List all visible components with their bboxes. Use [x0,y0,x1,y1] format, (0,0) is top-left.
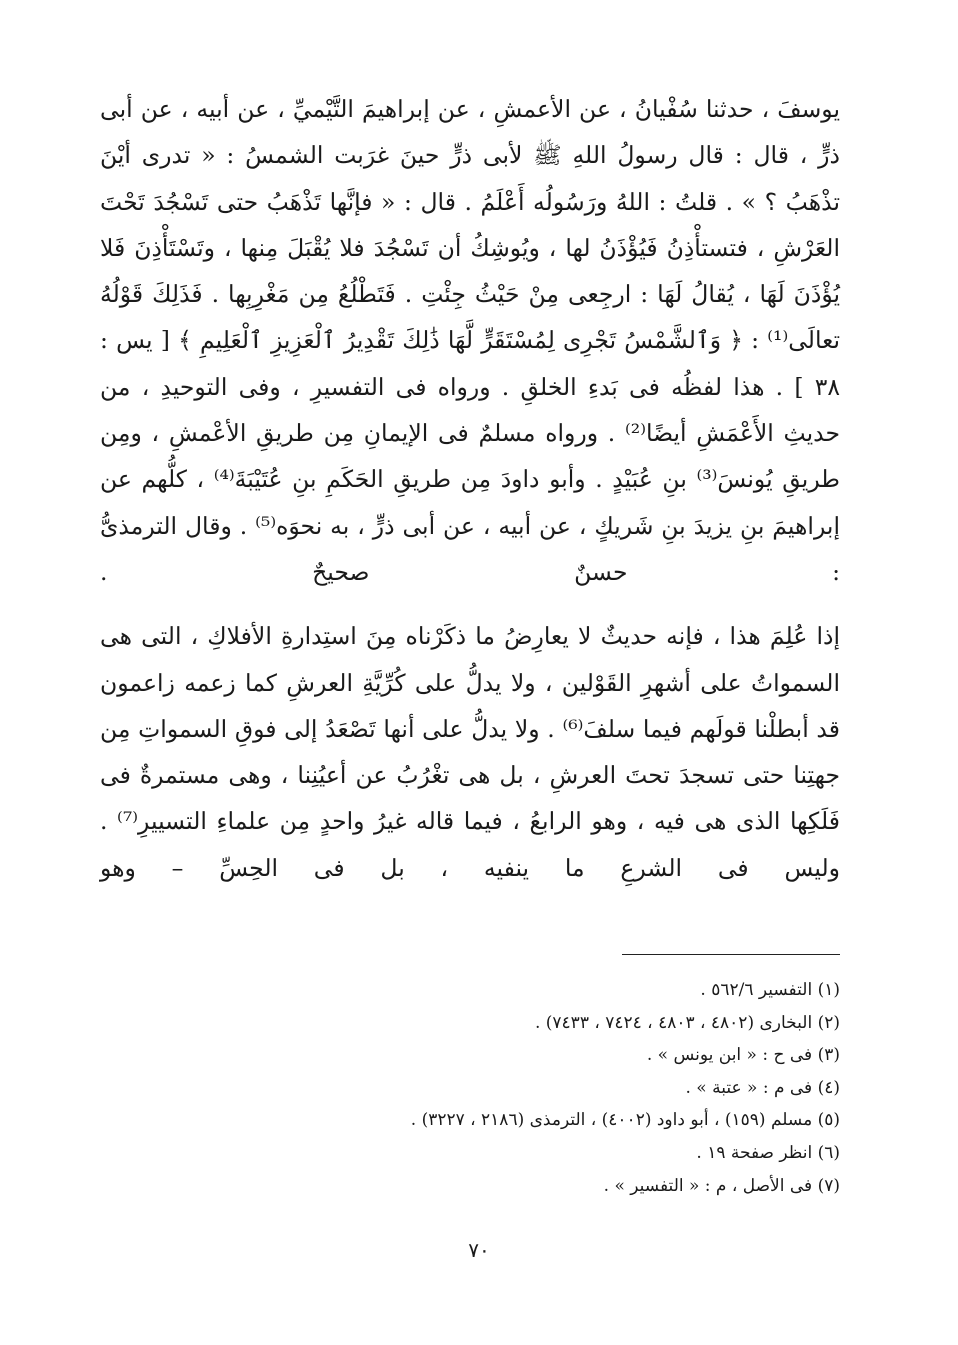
footnote-6: (٦) انظر صفحة ١٩ . [696,1142,840,1163]
page-content [100,86,840,891]
footnotes [100,974,840,1202]
paragraph-1: يوسفَ ، حدثنا سُفْيانُ ، عن الأعمشِ ، عن إبراهيمَ التَّيْميِّ ، عن أبيه ، عن أبى ذرٍّ ، قال : قال رسولُ اللهِ ﷺ لأبى ذرٍّ حينَ غرَبت الشمسُ : « تدرى أيْنَ تذْهَبُ ؟ » . قلتُ : اللهُ ورَسُولُه أَعْلَمُ . قال : « فإنَّها تَذْهَبُ حتى تَسْجُدَ تَحْتَ العَرْشِ ، فتستأْذِنُ فَيُؤْذَنُ لها ، ويُوشِكُ أن تَسْجُدَ فلا يُقْبَلَ مِنها ، وتَسْتَأْذِنَ فَلا يُؤْذَنَ لَهَا ، يُقالُ لَهَا : ارجِعى مِنْ حَيْثُ جِئْتِ . فَتَطْلُعُ مِن مَغْرِبِها . فَذَلِكَ قَوْلُهُ تعالَى⁽¹⁾ : ﴿ وَٱلشَّمْسُ تَجْرِى لِمُسْتَقَرٍّ لَّهَا ذَٰلِكَ تَقْدِيرُ ٱلْعَزِيزِ ٱلْعَلِيمِ ﴾ [ يس : ٣٨ ] . هذا لفظُه فى بَدءِ الخلقِ . ورواه فى التفسيرِ ، وفى التوحيدِ ، من حديثِ الأَعْمَشِ أيضًا⁽²⁾ . ورواه مسلمٌ فى الإيمانِ مِن طريقِ الأعْمشِ ، ومِن طريقِ يُونسَ⁽³⁾ بنِ عُبَيْدٍ . وأبو داودَ مِن طريقِ الحَكَمِ بنِ عُتَيْبَةَ⁽⁴⁾ ، كلُّهم عن إبراهيمَ بنِ يزيدَ بنِ شَريكٍ ، عن أبيه ، عن أبى ذرٍّ ، به نحوَه⁽⁵⁾ . وقال الترمذىُّ : حسنٌ صحيحٌ . [100,95,841,586]
footnote-5: (٥) مسلم (١٥٩) ، أبو داود (٤٠٠٢) ، الترمذى (٢١٨٦ ، ٣٢٢٧) . [410,1110,840,1131]
footnote-4: (٤) فى م : « عتبة » . [685,1077,840,1098]
page-number: ٧٠ [468,1238,490,1262]
footnote-divider [622,954,840,955]
footnote-2: (٢) البخارى (٤٨٠٢ ، ٤٨٠٣ ، ٧٤٢٤ ، ٧٤٣٣) . [534,1012,840,1033]
footnote-3: (٣) فى ح : « ابن يونس » . [646,1045,840,1066]
paragraph-2: إذا عُلِمَ هذا ، فإنه حديثٌ لا يعارِضُ ما ذكَرْناه مِنَ استِدارةِ الأفلاكِ ، التى هى السمواتُ على أشهرِ القَوْلين ، ولا يدلُّ على كُرِّيَّةِ العرشِ كما زعمه زاعمون قد أبطلْنا قولَهم فيما سلفَ⁽⁶⁾ . ولا يدلُّ على أنها تَصْعَدُ إلى فوقِ السمواتِ مِن جهتِنا حتى تسجدَ تحتَ العرشِ ، بل هى تغْرُبُ عن أعيُنِنا ، وهى مستمرةٌ فى فَلَكِها الذى هى فيه ، وهو الرابعُ ، فيما قاله غيرُ واحدٍ مِن علماءِ التسييرِ⁽⁷⁾ . وليس فى الشرعِ ما ينفيه ، بل فى الحِسِّ – وهو [100,622,840,882]
footnote-1: (١) التفسير ٥٦٢/٦ . [700,980,840,1000]
main-text [100,86,840,891]
footnote-7: (٧) فى الأصل ، م : « التفسير » . [603,1175,840,1196]
